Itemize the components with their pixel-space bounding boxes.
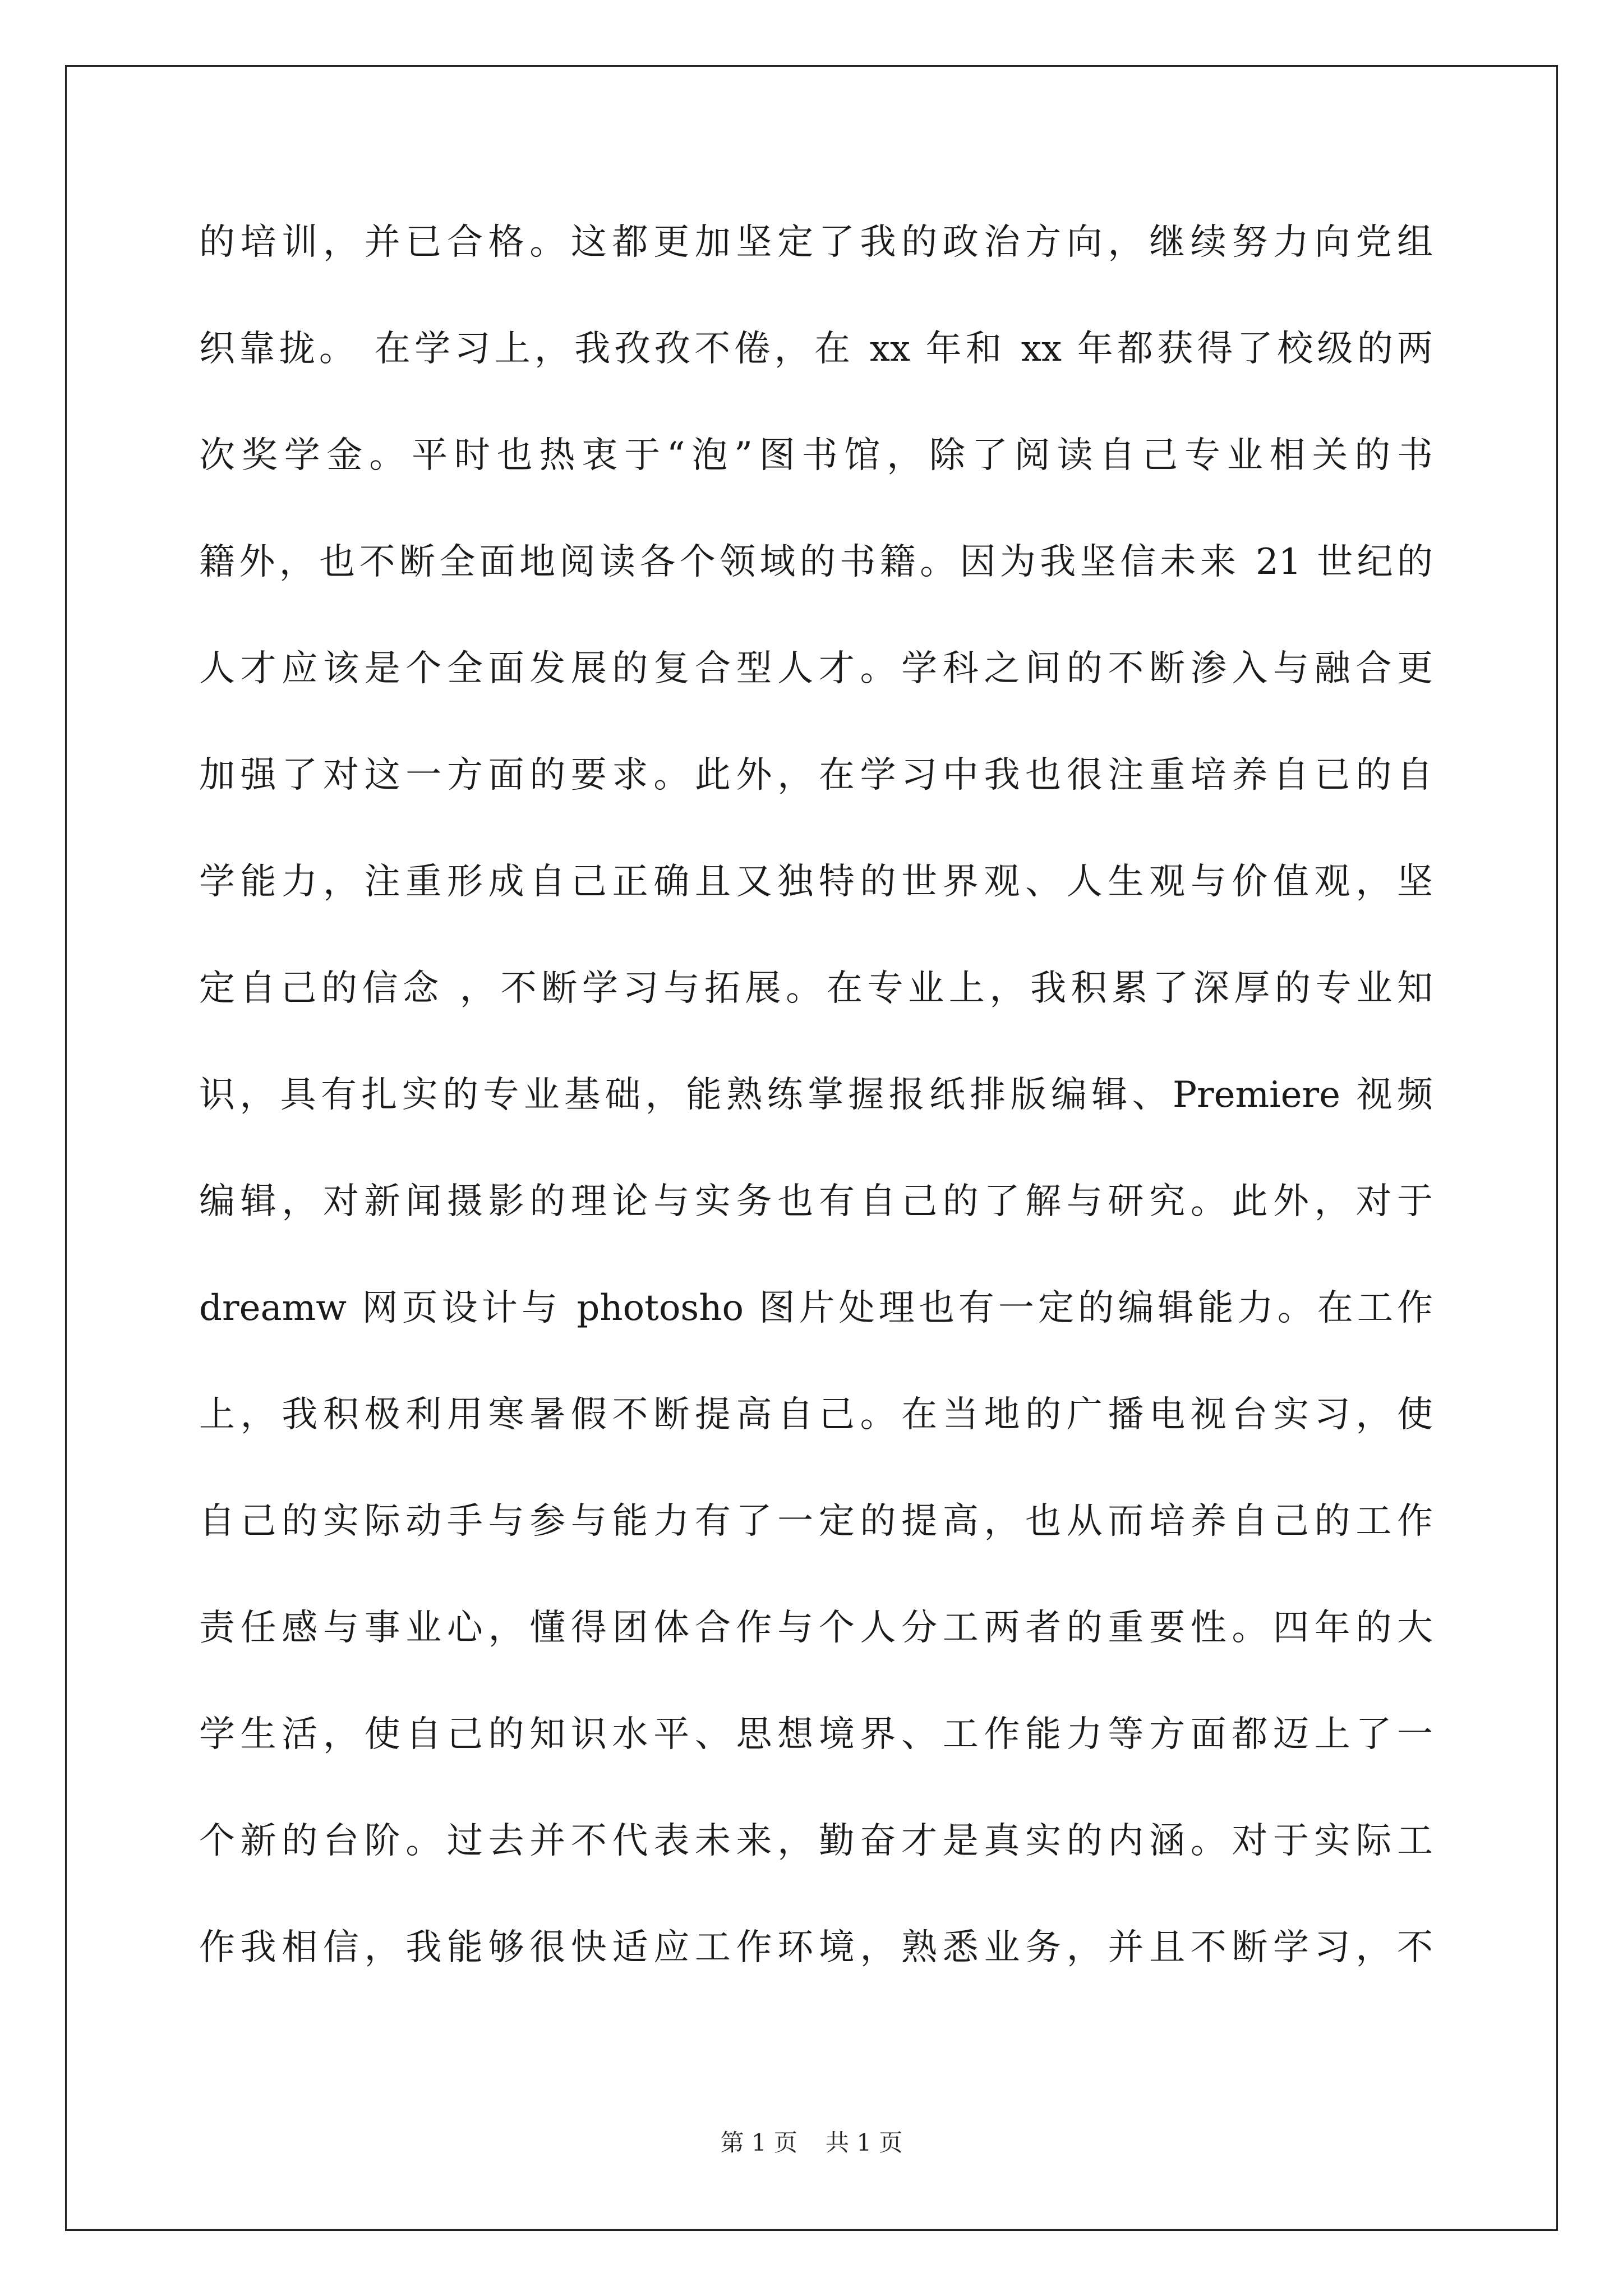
text-line: 的培训，并已合格。这都更加坚定了我的政治方向，继续努力向党组 [199,222,1433,263]
text-line: dreamw 网页设计与 photosho 图片处理也有一定的编辑能力。在工作 [199,1287,1433,1329]
text-line: 责任感与事业心，懂得团体合作与个人分工两者的重要性。四年的大 [199,1607,1433,1649]
text-line: 识，具有扎实的专业基础，能熟练掌握报纸排版编辑、Premiere 视频 [199,1074,1433,1116]
text-line: 个新的台阶。过去并不代表未来，勤奋才是真实的内涵。对于实际工 [199,1820,1433,1862]
text-line: 籍外，也不断全面地阅读各个领域的书籍。因为我坚信未来 21 世纪的 [199,541,1433,583]
text-line: 人才应该是个全面发展的复合型人才。学科之间的不断渗入与融合更 [199,648,1433,689]
page-number-total: 共 1 页 [826,2129,903,2156]
text-line: 织靠拢。 在学习上，我孜孜不倦，在 xx 年和 xx 年都获得了校级的两 [199,328,1433,370]
page-number-current: 第 1 页 [720,2129,797,2156]
text-line: 作我相信，我能够很快适应工作环境，熟悉业务，并且不断学习，不 [199,1927,1433,1968]
text-line: 定自己的信念 ，不断学习与拓展。在专业上，我积累了深厚的专业知 [199,968,1433,1009]
text-line: 次奖学金。平时也热衷于“泡”图书馆，除了阅读自己专业相关的书 [199,435,1433,476]
page-footer [0,2126,1623,2160]
text-line: 学能力，注重形成自己正确且又独特的世界观、人生观与价值观，坚 [199,861,1433,903]
text-line: 学生活，使自己的知识水平、思想境界、工作能力等方面都迈上了一 [199,1714,1433,1755]
document-body [199,211,1433,2023]
text-line: 编辑，对新闻摄影的理论与实务也有自己的了解与研究。此外，对于 [199,1181,1433,1222]
text-line: 加强了对这一方面的要求。此外，在学习中我也很注重培养自已的自 [199,754,1433,796]
text-line: 上，我积极利用寒暑假不断提高自己。在当地的广播电视台实习，使 [199,1394,1433,1435]
text-line: 自己的实际动手与参与能力有了一定的提高，也从而培养自己的工作 [199,1501,1433,1542]
